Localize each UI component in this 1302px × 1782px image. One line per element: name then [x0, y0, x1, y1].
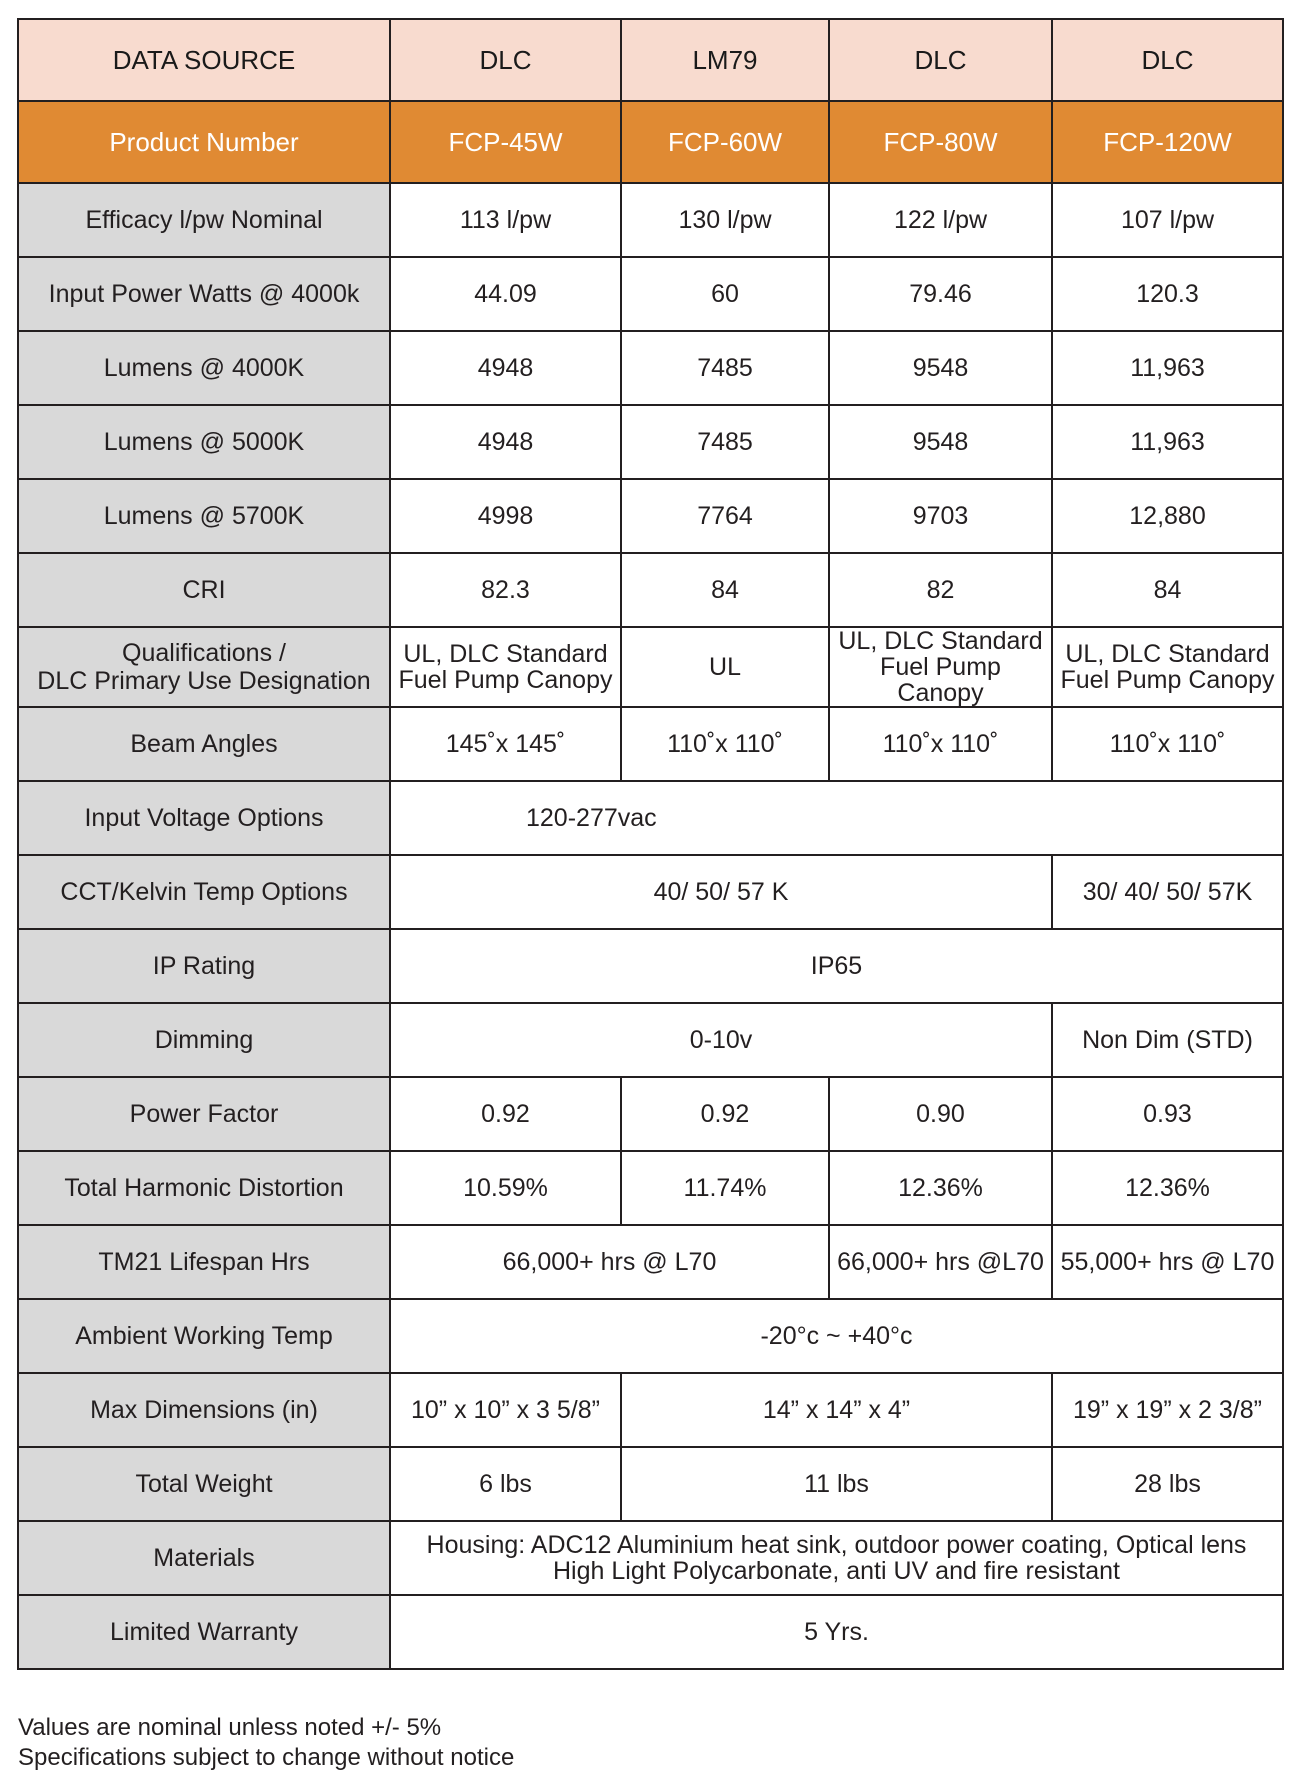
spec-row	[18, 405, 1283, 479]
spec-cell: 0.93	[1052, 1077, 1283, 1151]
spec-cell: 7764	[621, 479, 829, 553]
spec-row-label: Lumens @ 4000K	[18, 331, 390, 405]
spec-cell: 12.36%	[1052, 1151, 1283, 1225]
spec-cell: 4948	[390, 405, 621, 479]
spec-cell: 4948	[390, 331, 621, 405]
spec-cell: 7485	[621, 405, 829, 479]
spec-cell: 110˚x 110˚	[1052, 707, 1283, 781]
spec-cell: 84	[1052, 553, 1283, 627]
spec-row	[18, 183, 1283, 257]
spec-cell: 11,963	[1052, 331, 1283, 405]
spec-row-label: CCT/Kelvin Temp Options	[18, 855, 390, 929]
spec-cell: 14” x 14” x 4”	[621, 1373, 1052, 1447]
product-number-row	[18, 101, 1283, 183]
spec-cell: 9548	[829, 405, 1052, 479]
spec-cell: 82.3	[390, 553, 621, 627]
spec-cell: 0.92	[390, 1077, 621, 1151]
spec-cell: 82	[829, 553, 1052, 627]
spec-cell: UL, DLC Standard Fuel Pump Canopy	[390, 627, 621, 707]
spec-row	[18, 553, 1283, 627]
spec-cell: 11,963	[1052, 405, 1283, 479]
spec-row	[18, 1003, 1283, 1077]
spec-cell: 6 lbs	[390, 1447, 621, 1521]
spec-row-label: TM21 Lifespan Hrs	[18, 1225, 390, 1299]
spec-table	[17, 18, 1284, 1670]
spec-row-label: IP Rating	[18, 929, 390, 1003]
spec-row	[18, 781, 1283, 855]
spec-row-label: Dimming	[18, 1003, 390, 1077]
spec-row	[18, 1373, 1283, 1447]
data-source-cell: DLC	[1052, 19, 1283, 101]
spec-cell: 11.74%	[621, 1151, 829, 1225]
spec-row-label: Input Power Watts @ 4000k	[18, 257, 390, 331]
spec-row-label: Input Voltage Options	[18, 781, 390, 855]
spec-cell: 4998	[390, 479, 621, 553]
spec-cell: 110˚x 110˚	[829, 707, 1052, 781]
spec-row	[18, 929, 1283, 1003]
spec-row	[18, 1225, 1283, 1299]
spec-cell: UL	[621, 627, 829, 707]
spec-cell: UL, DLC Standard Fuel Pump Canopy	[1052, 627, 1283, 707]
spec-cell: 55,000+ hrs @ L70	[1052, 1225, 1283, 1299]
spec-row	[18, 1077, 1283, 1151]
footnote-specs-change: Specifications subject to change without notice	[18, 1744, 515, 1771]
spec-cell: 7485	[621, 331, 829, 405]
spec-cell: 12.36%	[829, 1151, 1052, 1225]
spec-cell: IP65	[390, 929, 1283, 1003]
spec-row	[18, 1595, 1283, 1669]
spec-row	[18, 1447, 1283, 1521]
spec-cell: 44.09	[390, 257, 621, 331]
spec-cell: 0.92	[621, 1077, 829, 1151]
spec-row	[18, 257, 1283, 331]
spec-cell: Non Dim (STD)	[1052, 1003, 1283, 1077]
spec-cell: 0-10v	[390, 1003, 1052, 1077]
spec-row-label: Power Factor	[18, 1077, 390, 1151]
spec-cell: 0.90	[829, 1077, 1052, 1151]
spec-body	[18, 183, 1283, 1669]
spec-cell: 107 l/pw	[1052, 183, 1283, 257]
spec-row-label: Efficacy l/pw Nominal	[18, 183, 390, 257]
spec-cell: 120.3	[1052, 257, 1283, 331]
spec-cell: 12,880	[1052, 479, 1283, 553]
data-source-label: DATA SOURCE	[18, 19, 390, 101]
data-source-cell: DLC	[829, 19, 1052, 101]
spec-cell: 122 l/pw	[829, 183, 1052, 257]
spec-cell: 110˚x 110˚	[621, 707, 829, 781]
spec-cell: 113 l/pw	[390, 183, 621, 257]
spec-cell: 145˚x 145˚	[390, 707, 621, 781]
spec-cell: 66,000+ hrs @ L70	[390, 1225, 829, 1299]
product-number-cell: FCP-120W	[1052, 101, 1283, 183]
spec-row	[18, 331, 1283, 405]
spec-row-label: Qualifications / DLC Primary Use Designation	[18, 627, 390, 707]
spec-cell: 19” x 19” x 2 3/8”	[1052, 1373, 1283, 1447]
spec-row	[18, 1299, 1283, 1373]
spec-row	[18, 1151, 1283, 1225]
spec-cell: -20°c ~ +40°c	[390, 1299, 1283, 1373]
spec-row-label: Ambient Working Temp	[18, 1299, 390, 1373]
spec-cell: 28 lbs	[1052, 1447, 1283, 1521]
spec-cell: 84	[621, 553, 829, 627]
data-source-row	[18, 19, 1283, 101]
data-source-cell: DLC	[390, 19, 621, 101]
spec-row	[18, 707, 1283, 781]
spec-cell: 9703	[829, 479, 1052, 553]
spec-cell: 30/ 40/ 50/ 57K	[1052, 855, 1283, 929]
spec-cell: 10.59%	[390, 1151, 621, 1225]
spec-cell: 120-277vac	[390, 781, 1283, 855]
spec-row-label: CRI	[18, 553, 390, 627]
data-source-cell: LM79	[621, 19, 829, 101]
spec-cell: Housing: ADC12 Aluminium heat sink, outdoor power coating, Optical lens High Light Polycarbonate, anti UV and fire resistant	[390, 1521, 1283, 1595]
spec-cell: 5 Yrs.	[390, 1595, 1283, 1669]
spec-cell: 11 lbs	[621, 1447, 1052, 1521]
spec-row-label: Lumens @ 5000K	[18, 405, 390, 479]
spec-row-label: Max Dimensions (in)	[18, 1373, 390, 1447]
spec-row	[18, 1521, 1283, 1595]
spec-row-label: Lumens @ 5700K	[18, 479, 390, 553]
spec-cell: 40/ 50/ 57 K	[390, 855, 1052, 929]
spec-cell: 60	[621, 257, 829, 331]
spec-row-label: Limited Warranty	[18, 1595, 390, 1669]
spec-cell: 10” x 10” x 3 5/8”	[390, 1373, 621, 1447]
spec-cell: 66,000+ hrs @L70	[829, 1225, 1052, 1299]
spec-row	[18, 855, 1283, 929]
spec-row-label: Total Weight	[18, 1447, 390, 1521]
product-number-cell: FCP-80W	[829, 101, 1052, 183]
spec-cell: UL, DLC Standard Fuel Pump Canopy	[829, 627, 1052, 707]
spec-cell: 130 l/pw	[621, 183, 829, 257]
spec-row-label: Materials	[18, 1521, 390, 1595]
spec-row-label: Total Harmonic Distortion	[18, 1151, 390, 1225]
product-number-cell: FCP-45W	[390, 101, 621, 183]
spec-cell: 79.46	[829, 257, 1052, 331]
footnote-tolerance: Values are nominal unless noted +/- 5%	[18, 1714, 442, 1741]
product-number-label: Product Number	[18, 101, 390, 183]
product-number-cell: FCP-60W	[621, 101, 829, 183]
spec-row	[18, 627, 1283, 707]
spec-cell: 9548	[829, 331, 1052, 405]
spec-row	[18, 479, 1283, 553]
spec-row-label: Beam Angles	[18, 707, 390, 781]
